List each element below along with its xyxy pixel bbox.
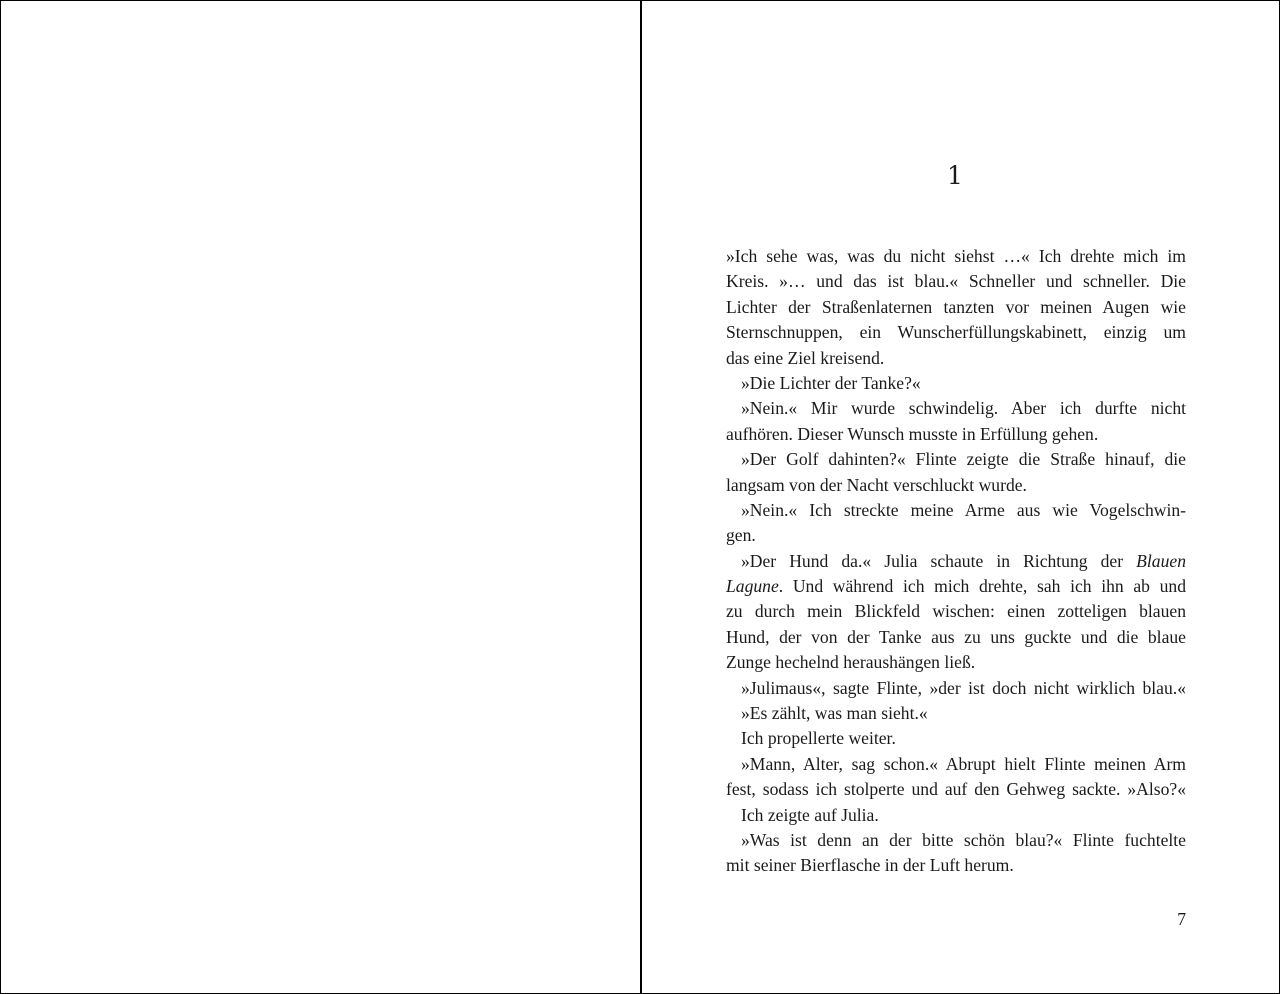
text-segment: »Der Hund da.« Julia schaute in Richtung der [741,550,1137,571]
text-line: Lichter der Straßenlaternen tanzten vor meinen Augen wie [726,296,1186,317]
text-line: das eine Ziel kreisend. [726,347,885,368]
text-line: mit seiner Bierflasche in der Luft herum. [726,855,1014,876]
italic-text: Lagune [726,576,779,597]
text-line: »Julimaus«, sagte Flinte, »der ist doch nicht wirklich blau.« [741,677,1186,698]
text-line: Hund, der von der Tanke aus zu uns guckte und die blaue [726,626,1186,647]
text-segment: . Und während ich mich drehte, sah ich ihn ab und [778,576,1186,597]
text-line [726,574,1186,599]
text-line: »Was ist denn an der bitte schön blau?« Flinte fuchtelte [741,829,1186,850]
text-line: Ich propellerte weiter. [741,728,896,749]
text-line: langsam von der Nacht verschluckt wurde. [726,474,1027,495]
text-line: Sternschnuppen, ein Wunscherfüllungskabinett, einzig um [726,322,1186,343]
body-text [726,244,1186,879]
text-line: »Mann, Alter, sag schon.« Abrupt hielt Flinte meinen Arm [741,753,1186,774]
text-line: fest, sodass ich stolperte und auf den Gehweg sackte. »Also?« [726,779,1186,800]
right-page [642,1,1279,993]
text-line [726,549,1186,574]
italic-text: Blauen [1136,550,1186,571]
left-page-blank [1,1,640,993]
page-number: 7 [1177,909,1186,929]
text-line: »Nein.« Ich streckte meine Arme aus wie Vogelschwin- [741,499,1186,520]
text-line: gen. [726,525,756,546]
text-line: »Nein.« Mir wurde schwindelig. Aber ich durfte nicht [741,398,1186,419]
text-line: zu durch mein Blickfeld wischen: einen zotteligen blauen [726,601,1186,622]
text-line: »Es zählt, was man sieht.« [741,703,928,724]
text-line: Kreis. »… und das ist blau.« Schneller und schneller. Die [726,271,1186,292]
text-line: aufhören. Dieser Wunsch musste in Erfüllung gehen. [726,423,1099,444]
text-line: »Ich sehe was, was du nicht siehst …« Ich drehte mich im [726,246,1186,266]
text-line: Ich zeigte auf Julia. [741,804,879,825]
text-line: Zunge hechelnd heraushängen ließ. [726,652,976,673]
chapter-number: 1 [947,161,963,190]
text-line: »Der Golf dahinten?« Flinte zeigte die Straße hinauf, die [741,449,1186,470]
text-line: »Die Lichter der Tanke?« [741,372,921,393]
